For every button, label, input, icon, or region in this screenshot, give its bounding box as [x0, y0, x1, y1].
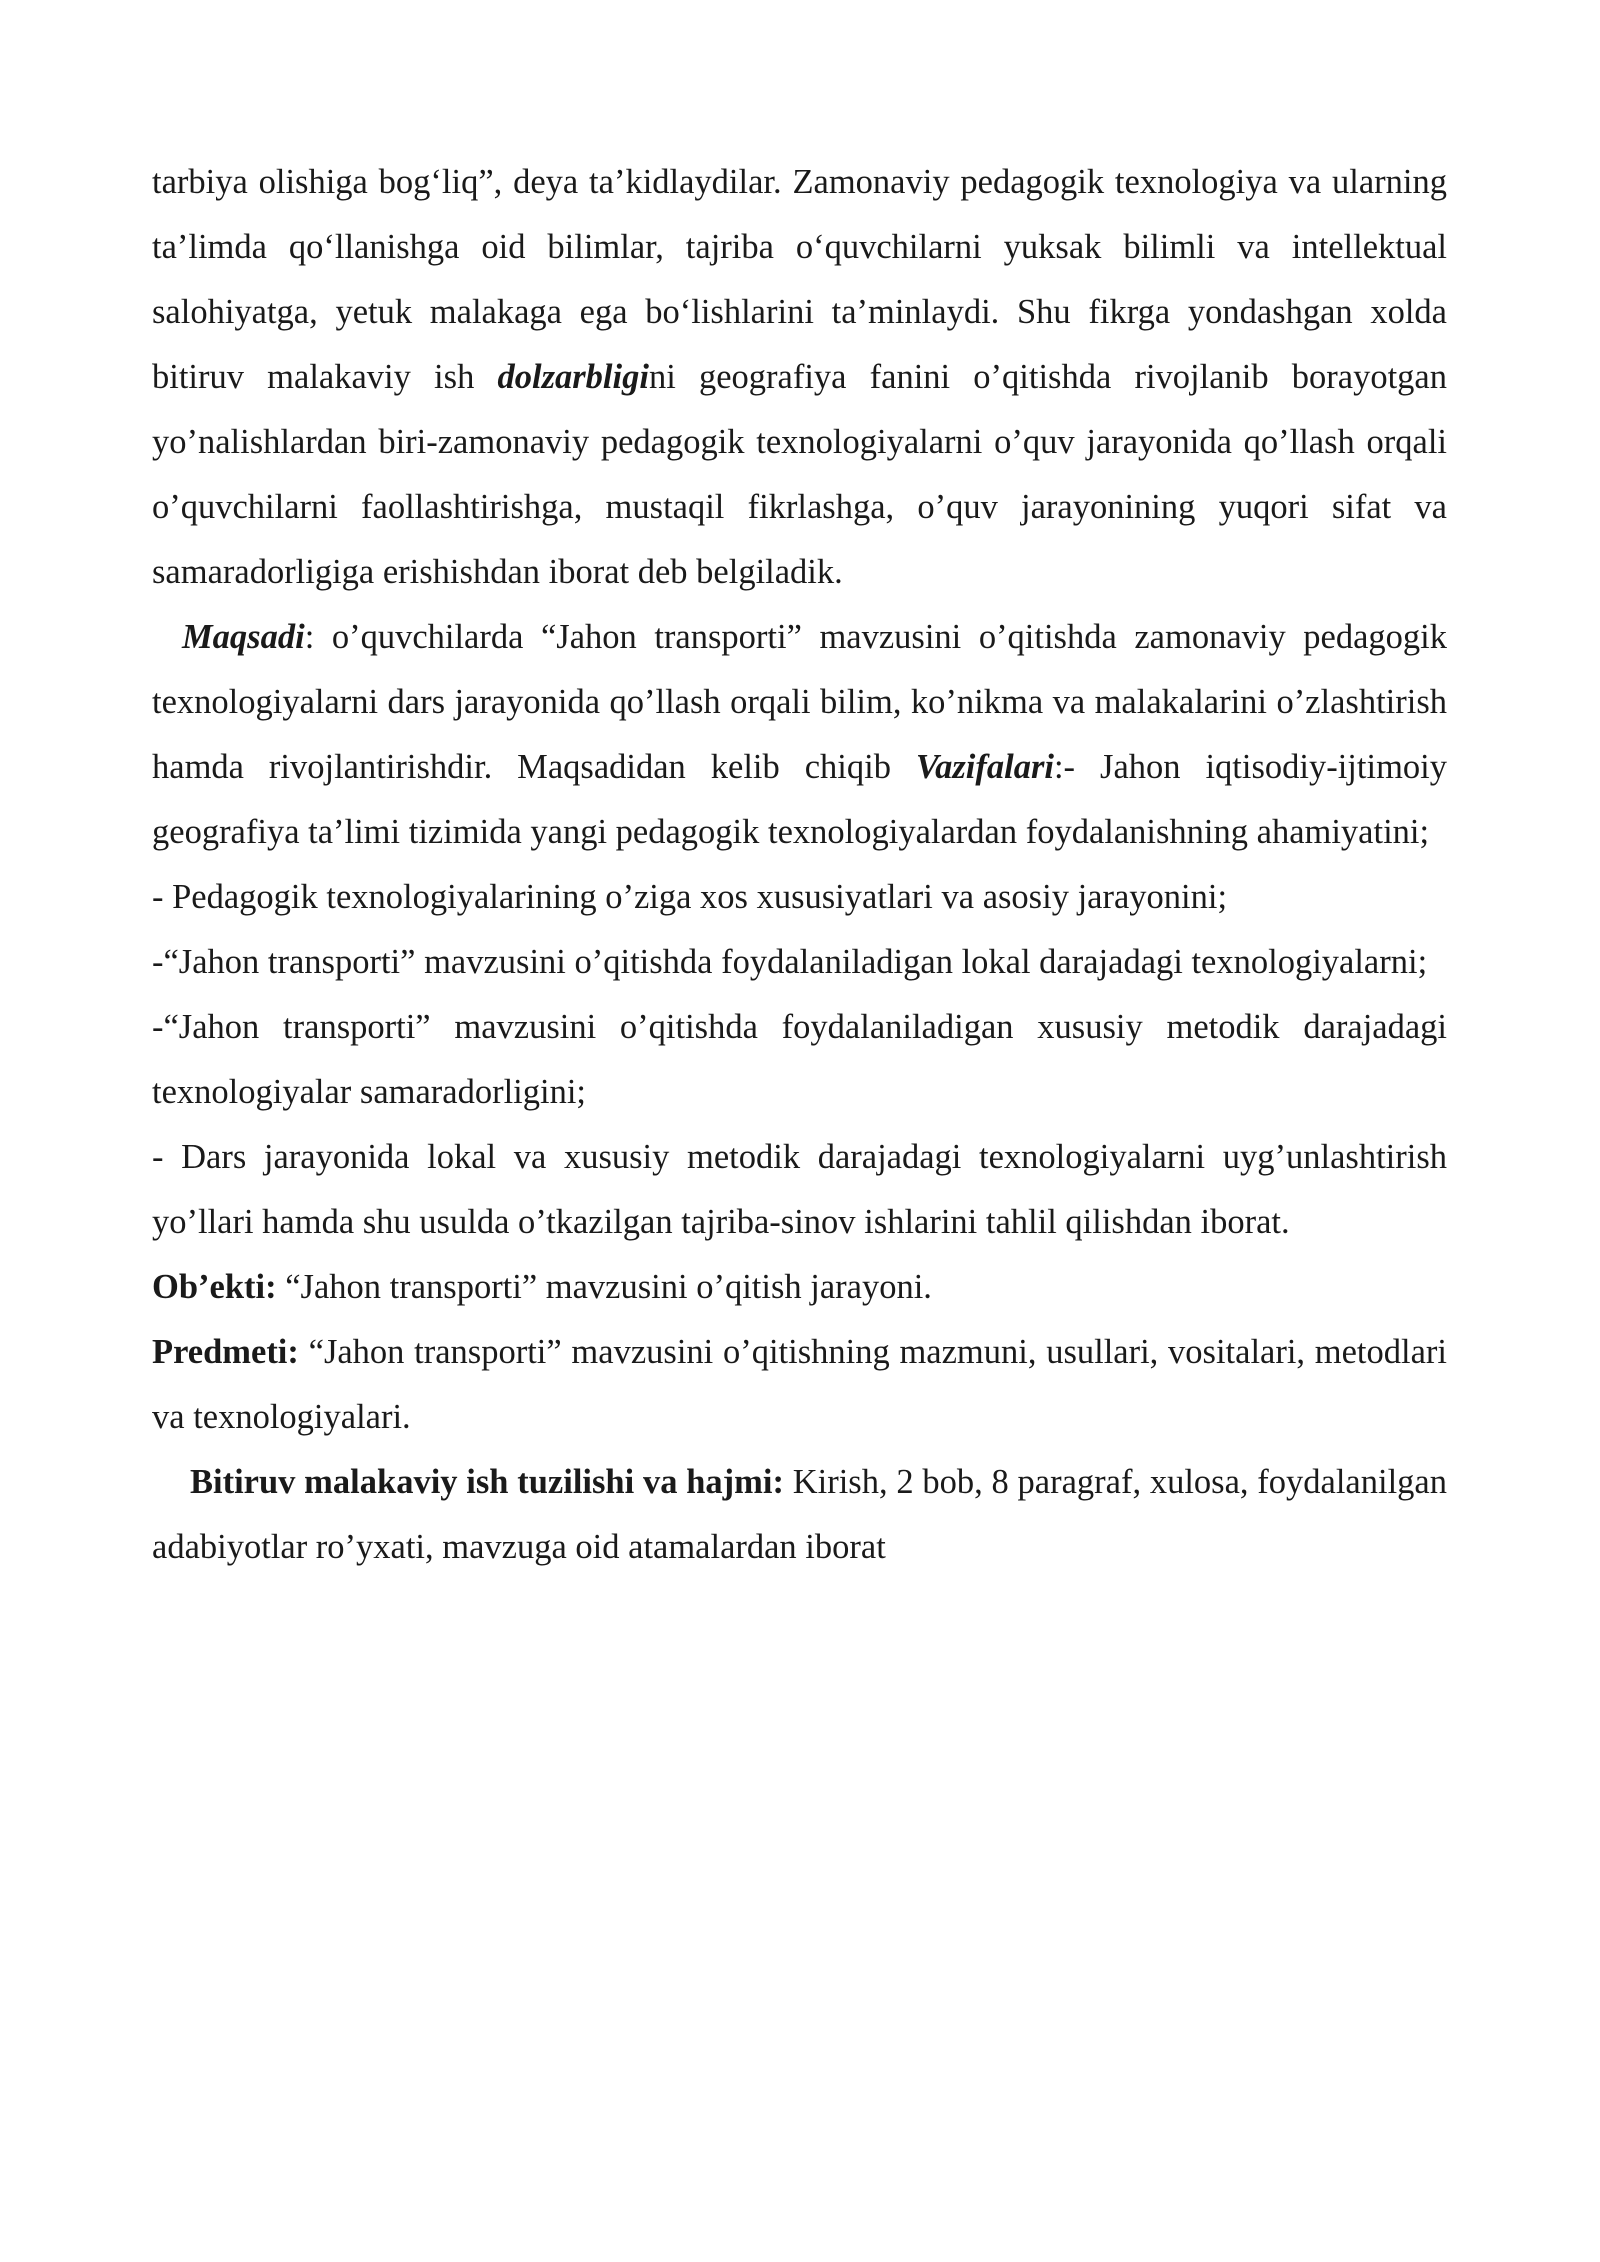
- obekt-label: Ob’ekti:: [152, 1268, 277, 1306]
- obekt-paragraph: [152, 1255, 1447, 1320]
- obekt-text: “Jahon transporti” mavzusini o’qitish jarayoni.: [276, 1268, 932, 1306]
- vazifa-text: :- Jahon iqtisodiy-ijtimoiy geografiya ta’limi tizimida yangi pedagogik texnologiyalardan foydalanishning ahamiyatini;: [152, 748, 1447, 851]
- list-item: - Pedagogik texnologiyalarining o’ziga xos xususiyatlari va asosiy jarayonini;: [152, 878, 1228, 916]
- maqsad-text: : o’quvchilarda “Jahon transporti” mavzusini o’qitishda zamonaviy pedagogik texnologiyalarni dars jarayonida qo’llash orqali bilim, ko’nikma va malakalarini o’zlashtirish hamda rivojlantirishdir. Maqsadidan kelib chiqib: [152, 618, 1447, 786]
- maqsad-label: Maqsadi: [182, 618, 305, 656]
- keyword-dolzarbligi: dolzarbligi: [497, 358, 649, 396]
- list-item: -“Jahon transporti” mavzusini o’qitishda foydalaniladigan xususiy metodik darajadagi texnologiyalar samaradorligini;: [152, 1008, 1447, 1111]
- predmet-paragraph: [152, 1320, 1447, 1450]
- tuzilish-text: Kirish, 2 bob, 8 paragraf, xulosa, foydalanilgan adabiyotlar ro’yxati, mavzuga oid atamalardan iborat: [152, 1463, 1447, 1566]
- intro-paragraph: [152, 150, 1447, 605]
- predmet-text: “Jahon transporti” mavzusini o’qitishning mazmuni, usullari, vositalari, metodlari va texnologiyalari.: [152, 1333, 1447, 1436]
- vazifa-label: Vazifalari: [915, 748, 1054, 786]
- document-page: [152, 150, 1447, 1580]
- predmet-label: Predmeti:: [152, 1333, 299, 1371]
- maqsad-paragraph: [152, 605, 1447, 865]
- intro-text-end: ni geografiya fanini o’qitishda rivojlanib borayotgan yo’nalishlardan biri-zamonaviy pedagogik texnologiyalarni o’quv jarayonida qo’llash orqali o’quvchilarni faollashtirishga, mustaqil fikrlashga, o’quv jarayonining yuqori sifat va samaradorligiga erishishdan iborat deb belgiladik.: [152, 358, 1447, 591]
- list-item: - Dars jarayonida lokal va xususiy metodik darajadagi texnologiyalarni uyg’unlashtirish yo’llari hamda shu usulda o’tkazilgan tajriba-sinov ishlarini tahlil qilishdan iborat.: [152, 1138, 1447, 1241]
- intro-text-start: tarbiya olishiga bog‘liq”, deya ta’kidlaydilar. Zamonaviy pedagogik texnologiya va ularning ta’limda qo‘llanishga oid bilimlar, tajriba o‘quvchilarni yuksak bilimli va intellektual salohiyatga, yetuk malakaga ega bo‘lishlarini ta’minlaydi. Shu fikrga yondashgan xolda bitiruv malakaviy ish: [152, 163, 1447, 396]
- list-item: -“Jahon transporti” mavzusini o’qitishda foydalaniladigan lokal darajadagi texnologiyalarni;: [152, 943, 1428, 981]
- tuzilish-paragraph: [152, 1450, 1447, 1580]
- tuzilish-label: Bitiruv malakaviy ish tuzilishi va hajmi:: [190, 1463, 784, 1501]
